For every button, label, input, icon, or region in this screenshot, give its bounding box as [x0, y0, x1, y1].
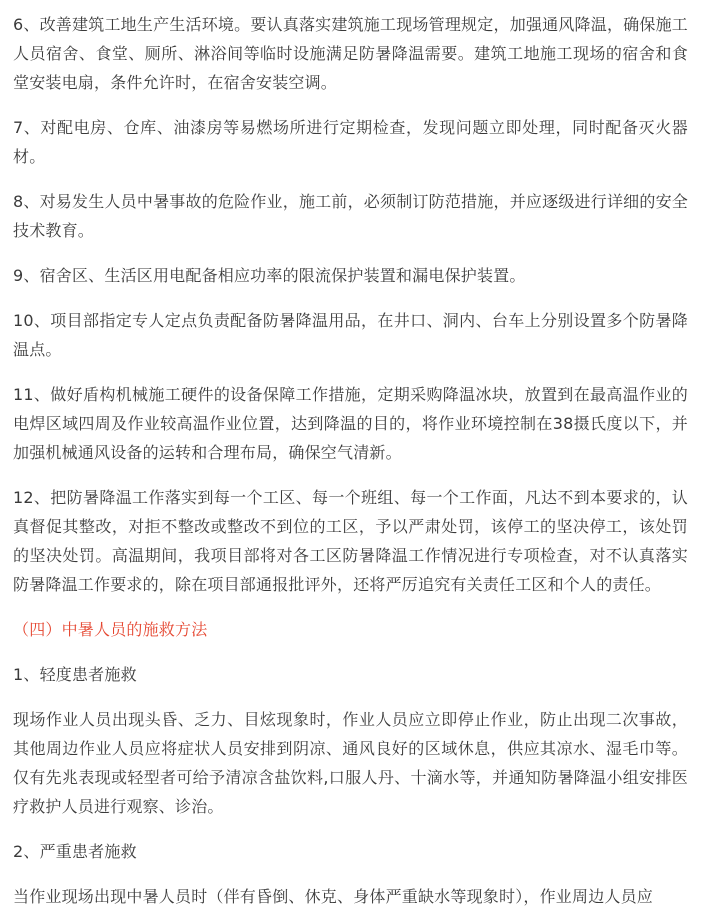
measure-item-8: 8、对易发生人员中暑事故的危险作业，施工前，必须制订防范措施，并应逐级进行详细的安全技术教育。 — [13, 192, 688, 240]
measure-item-11: 11、做好盾构机械施工硬件的设备保障工作措施，定期采购降温冰块，放置到在最高温作业的电焊区域四周及作业较高温作业位置，达到降温的目的，将作业环境控制在38摄氏度以下，并加强机械通风设备的运转和合理布局，确保空气清新。 — [13, 385, 688, 462]
subheading-mild: 1、轻度患者施救 — [13, 665, 137, 684]
severe-treatment-paragraph: 当作业现场出现中暑人员时（伴有昏倒、休克、身体严重缺水等现象时），作业周边人员应 — [13, 887, 654, 906]
measure-item-10: 10、项目部指定专人定点负责配备防暑降温用品，在井口、洞内、台车上分别设置多个防暑降温点。 — [13, 311, 688, 359]
measure-item-9: 9、宿舍区、生活区用电配备相应功率的限流保护装置和漏电保护装置。 — [13, 266, 526, 285]
measure-item-6: 6、改善建筑工地生产生活环境。要认真落实建筑施工现场管理规定，加强通风降温，确保施工人员宿舍、食堂、厕所、淋浴间等临时设施满足防暑降温需要。建筑工地施工现场的宿舍和食堂安装电扇，条件允许时，在宿舍安装空调。 — [13, 15, 688, 92]
section-heading: （四）中暑人员的施救方法 — [13, 620, 208, 639]
subheading-severe: 2、严重患者施救 — [13, 842, 137, 861]
mild-treatment-paragraph: 现场作业人员出现头昏、乏力、目炫现象时，作业人员应立即停止作业，防止出现二次事故，其他周边作业人员应将症状人员安排到阴凉、通风良好的区域休息，供应其凉水、湿毛巾等。仅有先兆表现或轻型者可给予清凉含盐饮料,口服人丹、十滴水等，并通知防暑降温小组安排医疗救护人员进行观察、诊治。 — [13, 710, 688, 816]
measure-item-7: 7、对配电房、仓库、油漆房等易燃场所进行定期检查，发现问题立即处理，同时配备灭火器材。 — [13, 118, 688, 166]
measure-item-12: 12、把防暑降温工作落实到每一个工区、每一个班组、每一个工作面，凡达不到本要求的，认真督促其整改，对拒不整改或整改不到位的工区，予以严肃处罚，该停工的坚决停工，该处罚的坚决处罚。高温期间，我项目部将对各工区防暑降温工作情况进行专项检查，对不认真落实防暑降温工作要求的，除在项目部通报批评外，还将严厉追究有关责任工区和个人的责任。 — [13, 488, 688, 594]
